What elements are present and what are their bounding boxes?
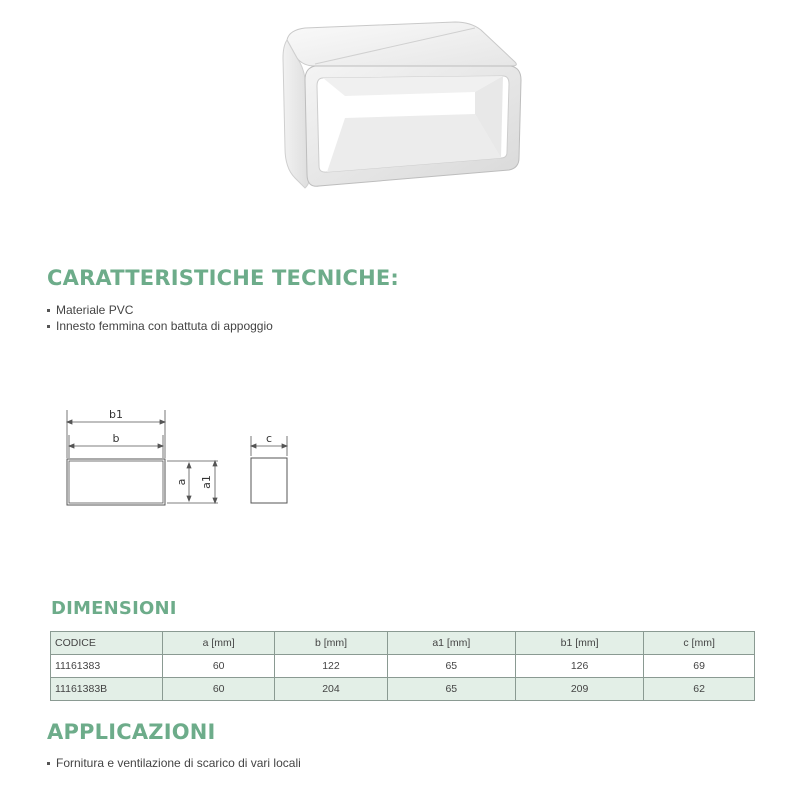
table-row <box>51 655 755 678</box>
table-cell: 209 <box>515 678 643 701</box>
label-c: c <box>265 432 273 445</box>
table-cell: 11161383 <box>51 655 163 678</box>
column-header: a1 [mm] <box>387 632 515 655</box>
column-header: b1 [mm] <box>515 632 643 655</box>
column-header: a [mm] <box>163 632 275 655</box>
table-cell: 60 <box>163 655 275 678</box>
label-b1: b1 <box>109 408 123 421</box>
technical-features-list <box>47 302 273 334</box>
table-cell: 11161383B <box>51 678 163 701</box>
label-a: a <box>175 478 188 486</box>
column-header: c [mm] <box>644 632 755 655</box>
label-a1: a1 <box>200 475 213 489</box>
table-cell: 122 <box>275 655 387 678</box>
list-item: Innesto femmina con battuta di appoggio <box>47 318 273 334</box>
table-cell: 60 <box>163 678 275 701</box>
table-cell: 126 <box>515 655 643 678</box>
column-header: CODICE <box>51 632 163 655</box>
column-header: b [mm] <box>275 632 387 655</box>
section-title-dimensions: DIMENSIONI <box>51 598 177 619</box>
table-cell: 65 <box>387 678 515 701</box>
applications-list <box>47 755 301 771</box>
table-cell: 204 <box>275 678 387 701</box>
section-title-technical: CARATTERISTICHE TECNICHE: <box>47 266 400 290</box>
section-title-applications: APPLICAZIONI <box>47 720 216 744</box>
table-row <box>51 678 755 701</box>
table-cell: 62 <box>644 678 755 701</box>
table-header-row <box>51 632 755 655</box>
table-cell: 69 <box>644 655 755 678</box>
table-cell: 65 <box>387 655 515 678</box>
label-b: b <box>112 432 120 445</box>
list-item: Fornitura e ventilazione di scarico di vari locali <box>47 755 301 771</box>
product-image <box>275 18 525 198</box>
list-item: Materiale PVC <box>47 302 273 318</box>
dimensions-table <box>50 631 755 701</box>
dimension-diagram <box>55 400 305 515</box>
